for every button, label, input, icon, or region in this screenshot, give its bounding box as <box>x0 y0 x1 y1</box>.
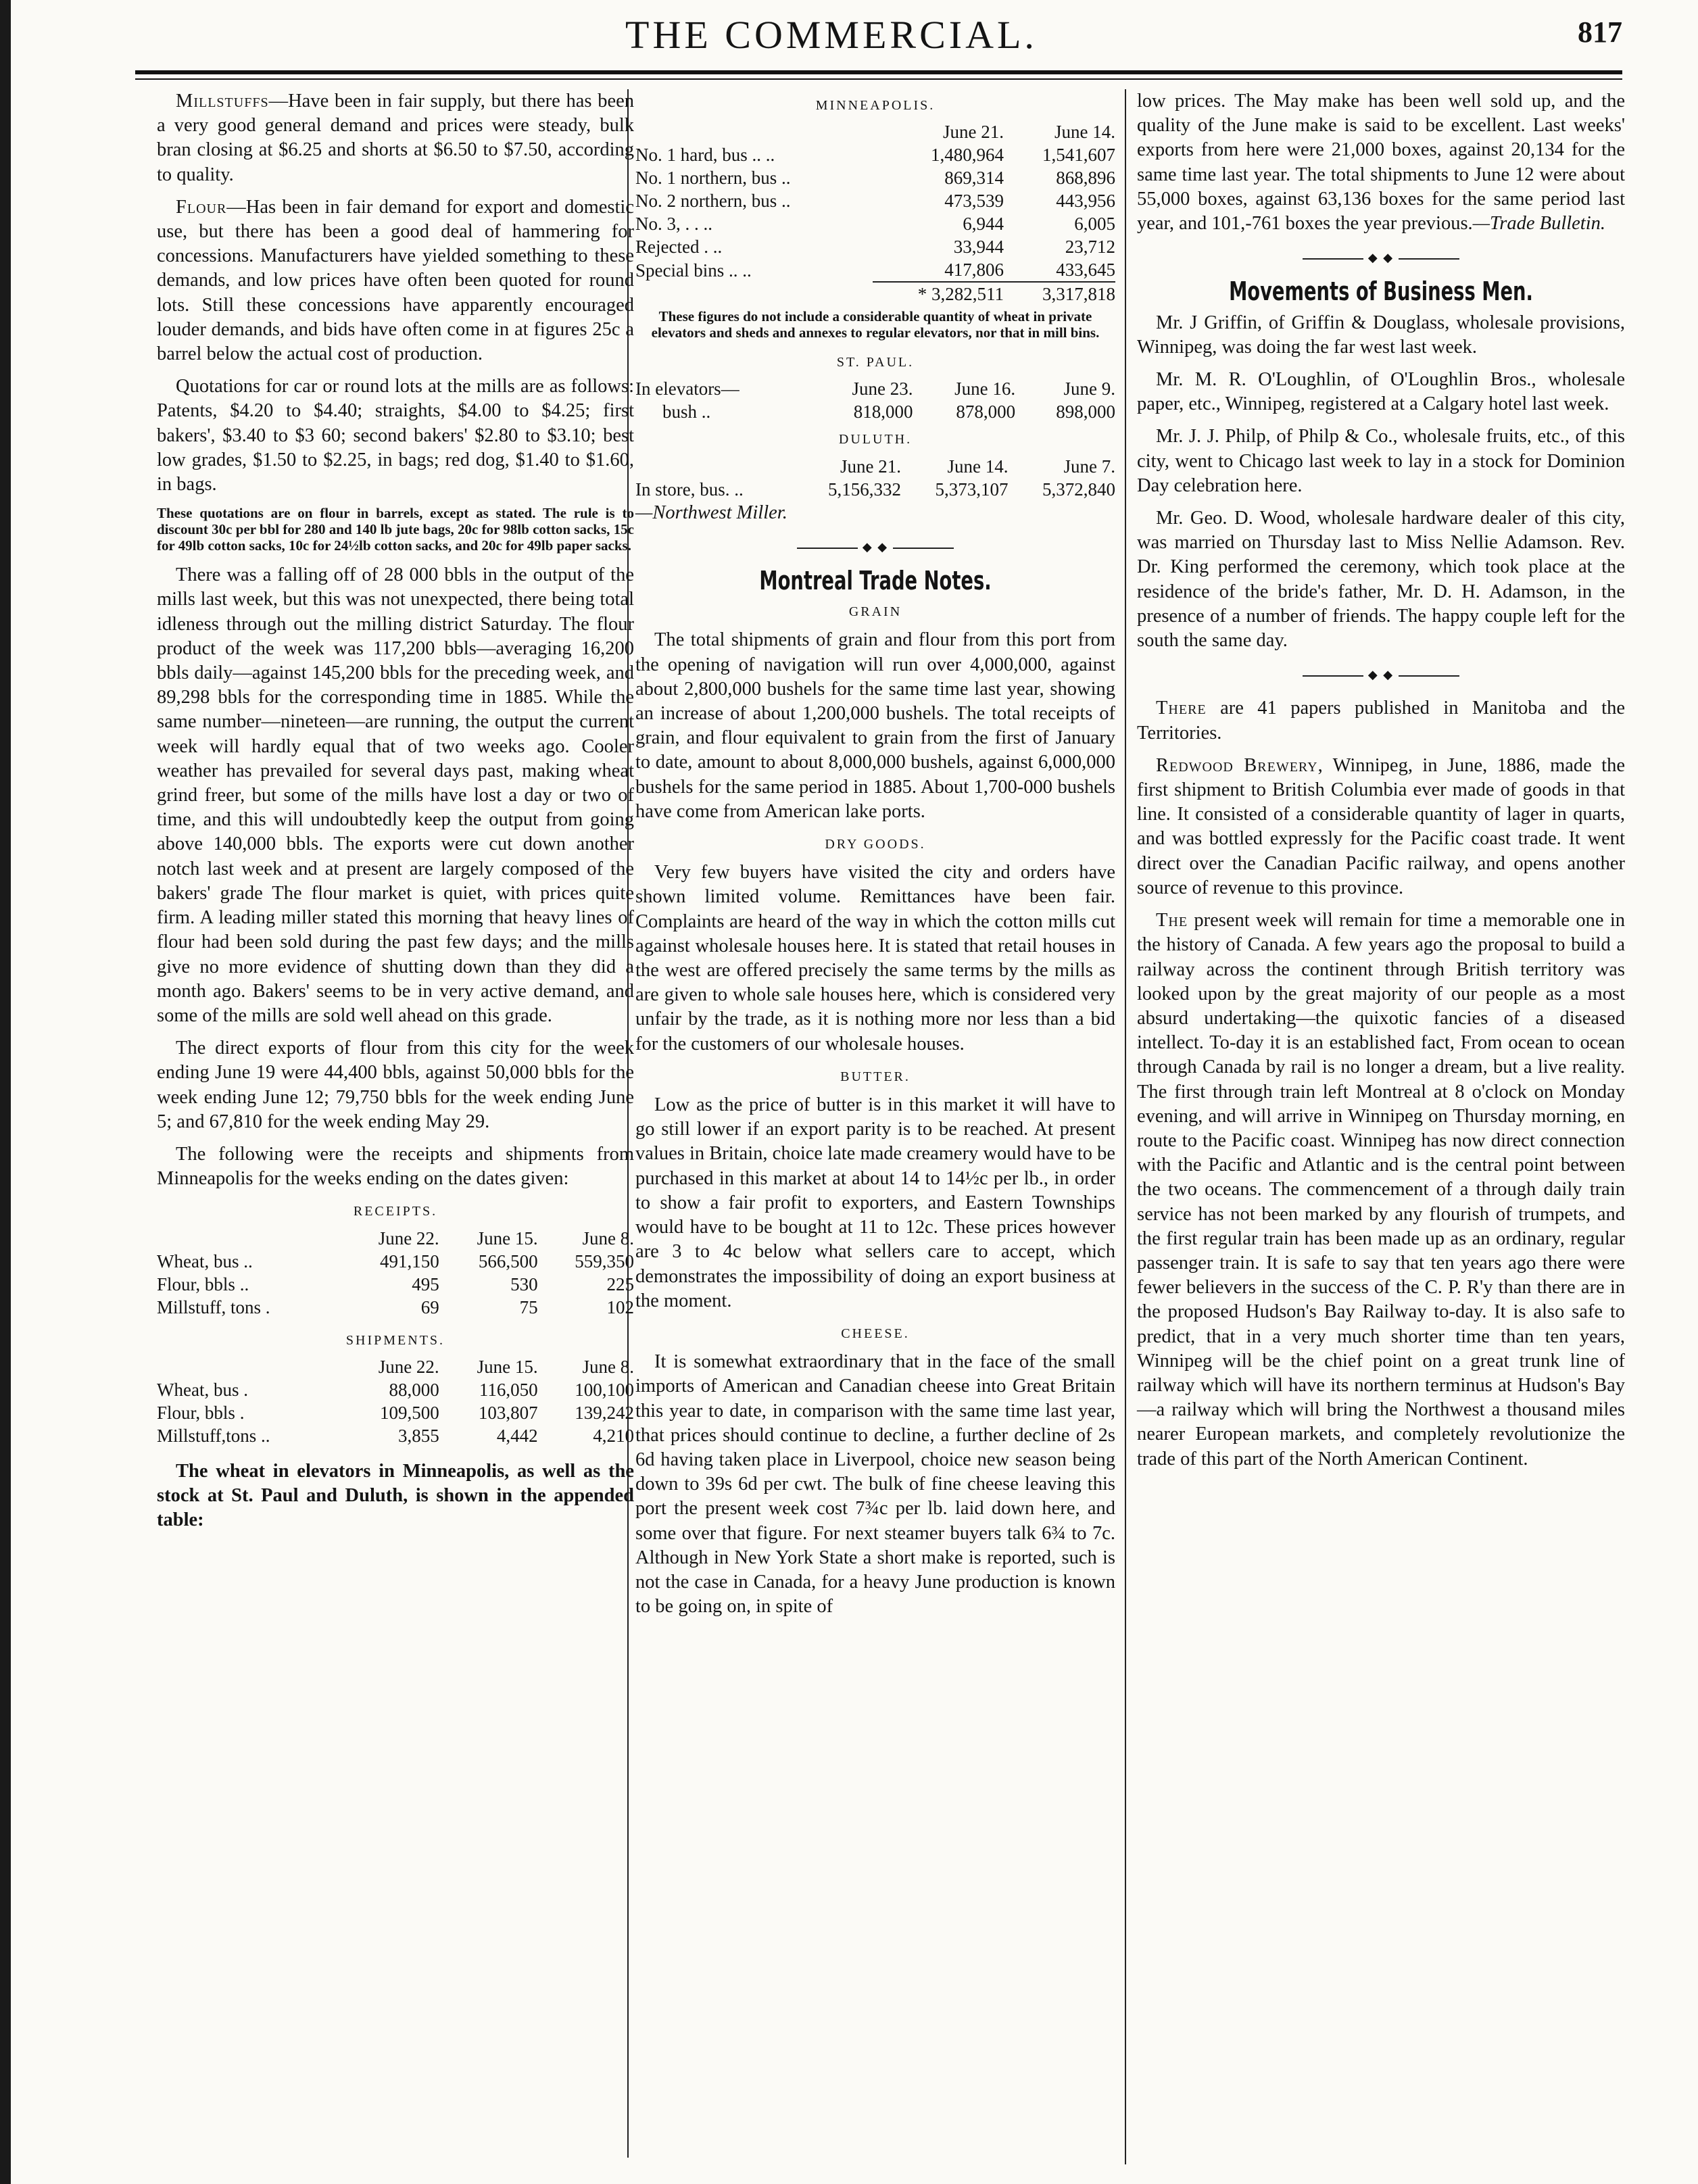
column-header: June 7. <box>1063 456 1115 477</box>
table-cell: 491,150 <box>379 1251 439 1271</box>
table-cell: 88,000 <box>389 1379 439 1400</box>
row-label: Special bins <box>635 260 725 281</box>
ornamental-divider: ◆ ◆ <box>635 535 1115 559</box>
receipts-table <box>157 1227 634 1319</box>
table-cell: 23,712 <box>1065 237 1115 258</box>
row-label: Wheat, bus <box>157 1379 239 1400</box>
duluth-table <box>635 455 1115 501</box>
table-cell: 1,480,964 <box>931 145 1004 166</box>
table-row <box>635 212 1115 235</box>
column-divider-2 <box>1125 89 1126 2164</box>
table-cell: 878,000 <box>956 402 1016 422</box>
column-header: June 21. <box>943 122 1004 143</box>
leader-dots: . . .. <box>685 214 712 235</box>
leader-dots: .. <box>239 1273 249 1294</box>
page-number: 817 <box>1578 16 1622 49</box>
row-label: No. 3, <box>635 214 681 235</box>
table-header-row <box>157 1227 634 1250</box>
cheese-continued-paragraph <box>1137 89 1625 236</box>
table-row <box>157 1273 634 1296</box>
column-header: June 15. <box>477 1228 538 1248</box>
table-cell: 559,350 <box>575 1251 634 1271</box>
leader-dots: .. <box>781 191 791 212</box>
table-cell: 5,372,840 <box>1042 479 1115 500</box>
railway-lead: The <box>1156 910 1188 931</box>
table-cell: 417,806 <box>944 260 1004 281</box>
railway-paragraph <box>1137 908 1625 1472</box>
papers-paragraph <box>1137 696 1625 745</box>
column-header: June 14. <box>947 456 1009 477</box>
table-row <box>157 1296 634 1319</box>
leader-dots: . <box>239 1402 245 1423</box>
table-cell: 6,005 <box>1074 214 1115 235</box>
table-row <box>635 400 1115 423</box>
column-2 <box>635 89 1115 1627</box>
header-rule-thin <box>135 78 1622 80</box>
table-cell: 33,944 <box>953 237 1004 258</box>
table-cell: 898,000 <box>1056 402 1115 422</box>
source-credit: —Northwest Miller. <box>635 502 787 523</box>
st-paul-table <box>635 377 1115 423</box>
row-label: In elevators— <box>635 379 739 399</box>
table-total-row <box>635 282 1115 306</box>
column-header: June 23. <box>852 379 913 399</box>
table-cell: 109,500 <box>379 1402 439 1423</box>
column-header: June 8. <box>582 1356 634 1377</box>
dry-goods-subhead: DRY GOODS. <box>825 837 926 852</box>
table-cell: 100,100 <box>575 1379 634 1400</box>
grain-subhead: GRAIN <box>848 604 902 620</box>
row-label: No. 2 northern, bus <box>635 191 777 212</box>
table-header-row <box>635 120 1115 143</box>
table-row <box>635 143 1115 166</box>
row-label: No. 1 hard, bus <box>635 145 748 166</box>
receipts-caption: RECEIPTS. <box>353 1204 438 1219</box>
minneapolis-caption: MINNEAPOLIS. <box>815 98 936 113</box>
table-cell: 3,855 <box>397 1425 439 1446</box>
table-cell: 4,442 <box>496 1425 538 1446</box>
table-row <box>157 1250 634 1273</box>
leader-dots: .. <box>261 1425 270 1446</box>
table-cell: 433,645 <box>1056 260 1115 281</box>
minneapolis-table <box>635 120 1115 306</box>
column-header: June 14. <box>1054 122 1115 143</box>
quotations-note: These quotations are on flour in barrels, except as stated. The rule is to discount 30c per bbl for 280 and 140 lb jute bags, 20c for 98lb cotton sacks, 15c for 49lb cotton sacks, 10c for 24½lb cotton sacks, and 20c for 49lb paper sacks. <box>157 505 634 554</box>
table-row <box>157 1378 634 1401</box>
column-header: June 22. <box>378 1356 439 1377</box>
table-cell: 868,896 <box>1056 168 1115 189</box>
butter-subhead: BUTTER. <box>840 1069 911 1084</box>
table-row <box>635 189 1115 212</box>
flour-paragraph <box>157 195 634 366</box>
row-label: Flour, bbls <box>157 1273 235 1294</box>
leader-dots: . .. <box>704 237 723 258</box>
row-label: In store, bus. .. <box>635 479 744 500</box>
page-title: THE COMMERCIAL. <box>625 13 1038 57</box>
table-row <box>635 258 1115 282</box>
row-label: bush .. <box>662 402 711 422</box>
table-cell: 102 <box>606 1296 634 1317</box>
table-cell: 116,050 <box>479 1379 538 1400</box>
table-header-row <box>157 1355 634 1378</box>
table-cell: 473,539 <box>944 191 1004 212</box>
table-cell: 5,156,332 <box>827 479 901 500</box>
papers-text: are 41 papers published in Manitoba and the Territories. <box>1137 698 1625 744</box>
page-header <box>41 9 1622 64</box>
row-label: Millstuff,tons <box>157 1425 257 1446</box>
row-label: Millstuff, tons <box>157 1296 262 1317</box>
column-header: June 16. <box>954 379 1016 399</box>
st-paul-caption: ST. PAUL. <box>836 355 915 370</box>
table-cell: 139,242 <box>575 1402 634 1423</box>
table-cell: 4,210 <box>593 1425 634 1446</box>
cheese-paragraph: It is somewhat extraordinary that in the face of the small imports of American and Canadian cheese into Great Britain this year to date, in comparison with the same time last year, that prices should continue to decline, a further decline of 2s 6d having taken place in Liverpool, choice new season being down to 39s 6d per cwt. The bulk of fine cheese leaving this port the present week cost 7¾c per lb. laid down here, and some over that figure. For next steamer buyers talk 6¾ to 7c. Although in New York State a short make is reported, such is not the case in Canada, for a heavy June production is known to be going on, in spite of <box>635 1351 1115 1618</box>
flour-text: —Has been in fair demand for export and domestic use, but there has been a good deal of hammering for concessions. Manufacturers have yielded something to these demands, and low prices have often been quoted for round lots. Still these concessions have apparently encouraged louder demands, and bids have often come in at figures 25c a barrel below the actual cost of production. <box>157 196 634 365</box>
table-cell: 6,944 <box>963 214 1004 235</box>
duluth-caption: DULUTH. <box>838 432 913 447</box>
millstuffs-lead: Millstuffs <box>176 91 269 112</box>
leader-dots: .. .. <box>752 145 775 166</box>
ornamental-divider: ◆ ◆ <box>1137 245 1625 270</box>
column-header: June 21. <box>840 456 901 477</box>
table-cell: 443,956 <box>1056 191 1115 212</box>
table-cell: 566,500 <box>478 1251 538 1271</box>
section-headline: Movements of Business Men. <box>1229 276 1533 307</box>
header-rule-thick <box>135 70 1622 74</box>
leader-dots: .. <box>243 1251 253 1271</box>
table-cell: 75 <box>519 1296 538 1317</box>
leader-dots: . <box>243 1379 248 1400</box>
quotations-paragraph: Quotations for car or round lots at the mills are as follows: Patents, $4.20 to $4.40; straights, $4.00 to $4.25; first bakers', $3.40 to $3 60; second bakers' $2.80 to $3.10; best low grades, $1.50 to $2.25, in bags; red dog, $1.40 to $1.60, in bags. <box>157 376 634 495</box>
table-row <box>635 377 1115 400</box>
leader-dots: .. .. <box>728 260 752 281</box>
elevators-intro: The wheat in elevators in Minneapolis, as well as the stock at St. Paul and Duluth, is shown in the appended table: <box>157 1460 634 1531</box>
table-row <box>635 166 1115 189</box>
output-paragraph: There was a falling off of 28 000 bbls in the output of the mills last week, but this was not unexpected, there being total idleness through out the milling district Saturday. The flour product of the week was 117,200 bbls—averaging 16,200 bbls daily—against 145,200 bbls for the preceding week, and 89,298 bbls for the corresponding time in 1885. While the same number—nineteen—are running, the output the current week will hardly equal that of two weeks ago. Cooler weather has prevailed for several days past, making wheat grind freer, but some of the mills have lost a day or two of time, and this will undoubtedly keep the output from going above 140,000 bbls. The exports were cut down another notch last week and at present are largely composed of the bakers' grade The flour market is quiet, with prices quite firm. A leading miller stated this morning that heavy lines of flour had been sold during the past few days; and the mills give no more evidence of shutting down than they did a month ago. Bakers' seems to be in very active demand, and some of the mills are sold well ahead on this grade. <box>157 564 634 1026</box>
table-row <box>157 1401 634 1424</box>
table-cell: 530 <box>510 1273 538 1294</box>
butter-paragraph: Low as the price of butter is in this market it will have to go still lower if an export parity is to be reached. At present values in Britain, choice late made creamery would have to be purchased in this market at about 14 to 14½c per lb., in order to show a fair profit to exporters, and Eastern Townships would have to be bought at 11 to 12c. These prices however are 3 to 4c below what sellers care to accept, which demonstrates the impossibility of doing an export business at the moment. <box>635 1094 1115 1311</box>
table-row <box>635 478 1115 501</box>
shipments-caption: SHIPMENTS. <box>345 1332 445 1348</box>
column-header: June 9. <box>1063 379 1115 399</box>
column-3 <box>1137 89 1625 1480</box>
binding-edge <box>0 0 11 2184</box>
millstuffs-paragraph <box>157 89 634 187</box>
column-header: June 22. <box>378 1228 439 1248</box>
column-header: June 15. <box>477 1356 538 1377</box>
cheese-continued-text: low prices. The May make has been well sold up, and the quality of the June make is said to be excellent. Last weeks' exports from here were 21,000 boxes, against 20,134 for the same time last year. The total shipments to June 12 were about 55,000 boxes, against 63,136 boxes for the same period last year, and 101,-761 boxes the year previous. <box>1137 91 1625 235</box>
table-cell: 869,314 <box>944 168 1004 189</box>
grain-paragraph: The total shipments of grain and flour from this port from the opening of navigation will run over 4,000,000, against about 2,800,000 bushels for the same time last year, showing an increase of about 1,200,000 bushels. The total receipts of grain, and flour equivalent to grain from the first of January to date, amount to about 8,000,000 bushels, against 6,000,000 bushels for the same period in 1885. About 1,700-000 bushels have come from American lake ports. <box>635 629 1115 822</box>
table-header-row <box>635 455 1115 478</box>
leader-dots: . <box>265 1296 270 1317</box>
movement-paragraph: Mr. M. R. O'Loughlin, of O'Loughlin Bros., wholesale paper, etc., Winnipeg, registered at a Calgary hotel last week. <box>1137 369 1625 415</box>
dry-goods-paragraph: Very few buyers have visited the city and orders have shown limited volume. Remittances have been fair. Complaints are heard of the way in which the cotton mills cut against wholesale houses here. It is stated that retail houses in the west are offered precisely the same terms by the mills as are given to whole sale houses here, which is considered very unfair by the trade, as it is nothing more nor less than a bid for the customers of our wholesale houses. <box>635 862 1115 1054</box>
total-cell: 3,317,818 <box>1004 282 1115 306</box>
row-label: No. 1 northern, bus <box>635 168 777 189</box>
table-cell: 225 <box>606 1273 634 1294</box>
leader-dots: .. <box>781 168 791 189</box>
movement-paragraph: Mr. Geo. D. Wood, wholesale hardware dealer of this city, was married on Thursday last to Miss Nellie Adamson. Rev. Dr. King performed the ceremony, which took place at the residence of the bride's father, Mr. D. H. Adamson, in the presence of a number of friends. The happy couple left for the south the same day. <box>1137 508 1625 652</box>
section-headline: Montreal Trade Notes. <box>759 566 992 596</box>
source-credit: —Trade Bulletin. <box>1472 213 1606 235</box>
millstuffs-text: —Have been in fair supply, but there has been a very good general demand and prices were steady, bulk bran closing at $6.25 and shorts at $6.50 to $7.50, according to quality. <box>157 91 634 185</box>
shipments-table <box>157 1355 634 1447</box>
direct-exports-paragraph: The direct exports of flour from this city for the week ending June 19 were 44,400 bbls, against 50,000 bbls for the week ending June 12; 79,750 bbls for the week ending June 5; and 67,810 for the week ending May 29. <box>157 1038 634 1132</box>
row-label: Flour, bbls <box>157 1402 235 1423</box>
papers-lead: There <box>1156 698 1207 719</box>
table-cell: 1,541,607 <box>1042 145 1115 166</box>
receipts-intro: The following were the receipts and shipments from Minneapolis for the weeks ending on the dates given: <box>157 1143 634 1190</box>
railway-text: present week will remain for time a memorable one in the history of Canada. A few years ago the proposal to build a railway across the continent through British territory was looked upon by the great majority of our people as a most absurd undertaking—the quixotic fancies of a diseased intellect. To-day it is an established fact, From ocean to ocean through Canada by rail is no longer a dream, but a live reality. The first through train left Montreal at 8 o'clock on Monday evening, and will arrive in Winnipeg on Thursday morning, en route to the Pacific coast. Winnipeg has now direct connection with the Pacific and Atlantic and is the central point between the two oceans. The commencement of a through daily train service has not been marked by any flourish of trumpets, and the first regular train has been made up as an ordinary, regular passenger train. It is safe to say that ten years ago there were fewer believers in the success of the C. P. R'y than there are in the proposed Hudson's Bay Railway to-day. It is also safe to predict, that in a very much shorter time than ten years, Winnipeg will be the chief point on a great trunk line of railway which will have its northern terminus at Hudson's Bay—a railway which will bring the Northwest a thousand miles nearer European markets, and completely revolutionize the trade of this part of the North American Continent. <box>1137 910 1625 1470</box>
table-cell: 5,373,107 <box>935 479 1009 500</box>
table-cell: 69 <box>420 1296 439 1317</box>
cheese-subhead: CHEESE. <box>841 1326 910 1341</box>
row-label: Wheat, bus <box>157 1251 239 1271</box>
redwood-text: Winnipeg, in June, 1886, made the first shipment to British Columbia ever made of goods in that line. It consisted of a considerable quantity of lager in quarts, and was bottled expressly for the Pacific coast trade. It went direct over the Canadian Pacific railway, and opens another source of revenue to this province. <box>1137 754 1625 898</box>
movement-paragraph: Mr. J Griffin, of Griffin & Douglass, wholesale provisions, Winnipeg, was doing the far west last week. <box>1137 312 1625 358</box>
table-cell: 495 <box>412 1273 439 1294</box>
flour-lead: Flour <box>176 196 227 218</box>
redwood-paragraph <box>1137 754 1625 900</box>
movement-paragraph: Mr. J. J. Philp, of Philp & Co., wholesale fruits, etc., of this city, went to Chicago last week to lay in a stock for Dominion Day celebration here. <box>1137 426 1625 496</box>
ornamental-divider: ◆ ◆ <box>1137 662 1625 687</box>
column-header: June 8. <box>582 1228 634 1248</box>
row-label: Rejected <box>635 237 700 258</box>
minneapolis-note: These figures do not include a considerable quantity of wheat in private elevators and sheds and annexes to regular elevators, nor that in mill bins. <box>651 308 1100 341</box>
table-row <box>635 235 1115 258</box>
redwood-lead: Redwood Brewery, <box>1156 754 1324 776</box>
table-cell: 103,807 <box>478 1402 538 1423</box>
total-cell: * 3,282,511 <box>873 282 1004 306</box>
table-cell: 818,000 <box>853 402 913 422</box>
column-1 <box>157 89 634 1540</box>
table-row <box>157 1424 634 1447</box>
